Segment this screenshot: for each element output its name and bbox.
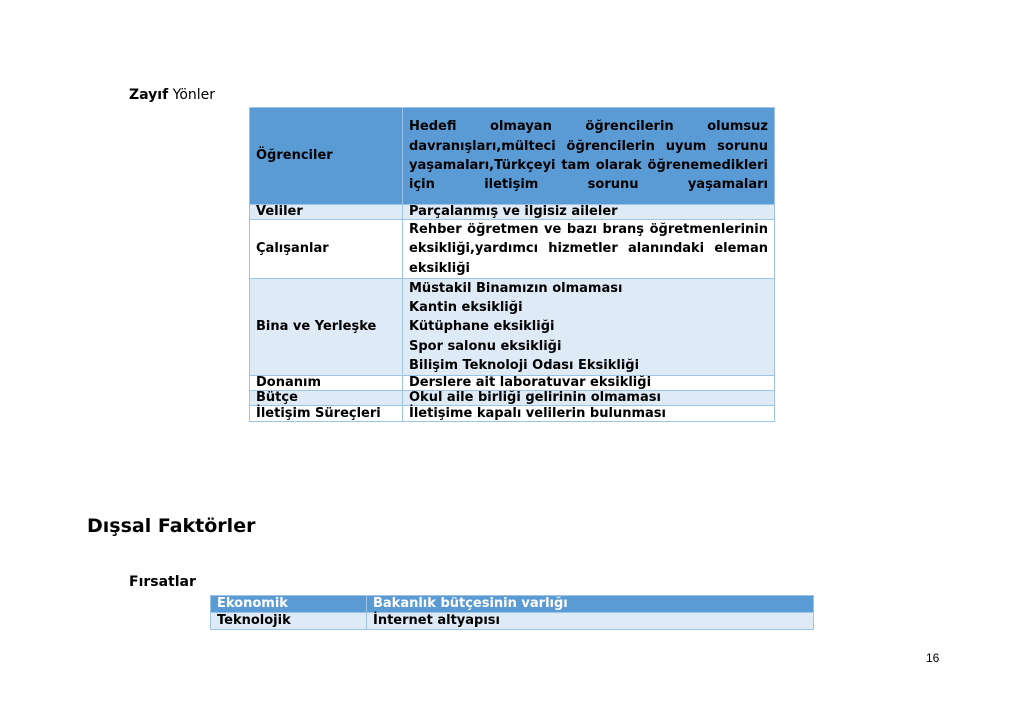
weaknesses-heading [129,87,215,103]
description-cell [403,376,775,391]
list-item: Bilişim Teknoloji Odası Eksikliği [409,358,640,374]
description-text: Derslere ait laboratuvar eksikliği [409,375,652,391]
table-row [211,596,814,613]
category-cell: Bütçe [250,391,403,406]
description-cell [403,220,775,279]
weaknesses-table [249,107,775,422]
value-cell: Bakanlık bütçesinin varlığı [367,596,814,613]
description-text: Rehber öğretmen ve bazı branş öğretmenlerinin eksikliği,yardımcı hizmetler alanındaki eleman eksikliği [409,222,768,276]
list-item: Müstakil Binamızın olmaması [409,280,623,296]
category-cell: Öğrenciler [250,108,403,205]
page-number: 16 [926,651,940,665]
category-cell: Donanım [250,376,403,391]
description-cell [403,278,775,375]
weaknesses-heading-rest: Yönler [168,87,216,103]
section-title: Dışsal Faktörler [87,515,256,537]
description-text: Okul aile birliği gelirinin olmaması [409,390,661,406]
value-cell: İnternet altyapısı [367,613,814,630]
category-cell: Çalışanlar [250,220,403,279]
opportunities-heading: Fırsatlar [129,574,196,590]
category-cell: Ekonomik [211,596,367,613]
description-cell [403,406,775,422]
table-row [250,376,775,391]
category-cell: İletişim Süreçleri [250,406,403,422]
list-item: Kantin eksikliği [409,300,523,316]
weaknesses-heading-bold: Zayıf [129,87,169,103]
table-row [211,613,814,630]
category-cell: Teknolojik [211,613,367,630]
list-item: Kütüphane eksikliği [409,319,555,335]
description-cell [403,108,775,205]
description-text: İletişime kapalı velilerin bulunması [409,406,666,422]
table-row [250,108,775,205]
table-row [250,391,775,406]
table-row [250,406,775,422]
table-row [250,278,775,375]
description-text: Parçalanmış ve ilgisiz aileler [409,204,618,219]
description-cell [403,391,775,406]
opportunities-table [210,595,814,630]
category-cell: Bina ve Yerleşke [250,278,403,375]
list-item: Spor salonu eksikliği [409,338,562,354]
table-row [250,205,775,220]
category-cell: Veliler [250,205,403,220]
description-cell [403,205,775,220]
table-row [250,220,775,279]
description-text: Hedefi olmayan öğrencilerin olumsuz davranışları,mülteci öğrencilerin uyum sorunu yaşamaları,Türkçeyi tam olarak öğrenemedikleri için iletişim sorunu yaşamaları [409,119,768,193]
